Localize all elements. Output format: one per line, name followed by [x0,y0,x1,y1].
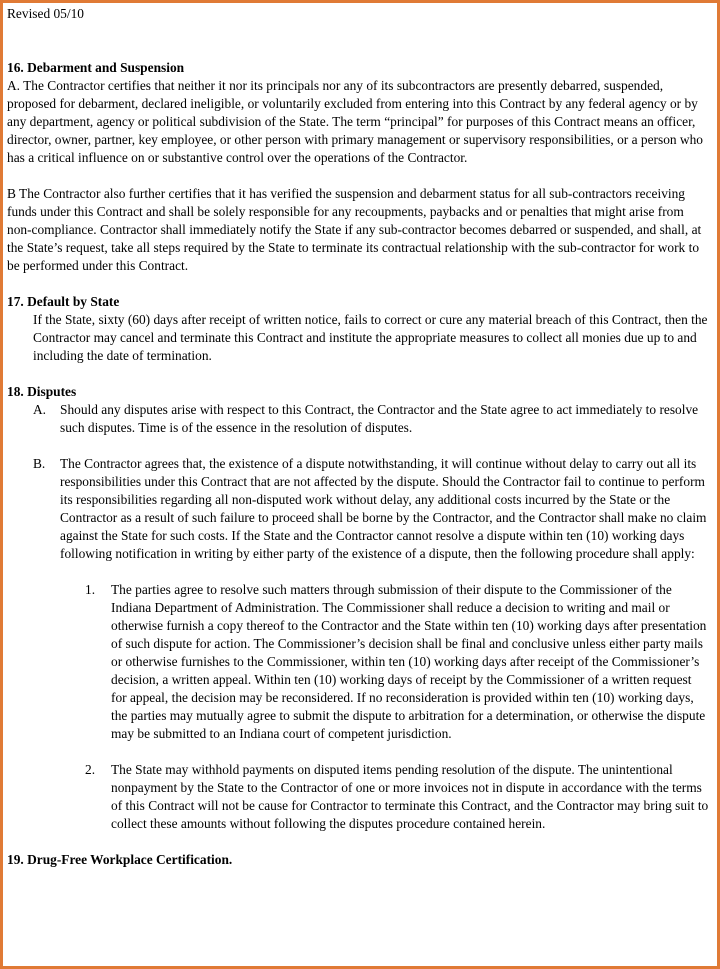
section-16-paragraph-a: A. The Contractor certifies that neither it nor its principals nor any of its subcontractors are presently debarred, suspended, proposed for debarment, declared ineligible, or voluntarily excluded from entering into this Contract by any federal agency or by any department, agency or political subdivision of the State. The term “principal” for purposes of this Contract means an officer, director, owner, partner, key employee, or other person with primary management or supervisory responsibilities, or a person who has a critical influence on or substantive control over the operations of the Contractor. [7,78,703,165]
section-17-body: If the State, sixty (60) days after receipt of written notice, fails to correct or cure any material breach of this Contract, then the Contractor may cancel and terminate this Contract and institute the appropriate measures to collect all monies due up to and including the date of termination. [33,312,708,363]
subitem-text: The State may withhold payments on disputed items pending resolution of the dispute. The unintentional nonpayment by the State to the Contractor of one or more invoices not in dispute in accordance with the terms of this Contract will not be cause for Contractor to terminate this Contract, and the Contractor may bring suit to collect these amounts without following the disputes procedure contained herein. [111,762,709,831]
subitem-label: 2. [85,762,96,777]
subitem-text: The parties agree to resolve such matters through submission of their dispute to the Commissioner of the Indiana Department of Administration. The Commissioner shall reduce a decision to writing and mail or otherwise furnish a copy thereof to the Contractor and the State within ten (10) working days after presentation of such dispute for action. The Commissioner’s decision shall be final and conclusive unless either party mails or otherwise furnishes to the Commissioner, within ten (10) working days after receipt of the Commissioner’s decision, a written appeal. Within ten (10) working days of receipt by the Commissioner of a written request for appeal, the decision may be reconsidered. If no reconsideration is provided within ten (10) working days, the parties may mutually agree to submit the dispute to arbitration for a determination, or otherwise the dispute may be submitted to an Indiana court of competent jurisdiction. [111,582,707,741]
item-label: A. [33,402,47,417]
section-17 [7,293,711,365]
section-18 [7,383,711,833]
subitem-label: 1. [85,582,96,597]
section-16-paragraph-b: B The Contractor also further certifies that it has verified the suspension and debarment status for all sub-contractors receiving funds under this Contract and shall be solely responsible for any recoupments, paybacks and or penalties that might arise from non-compliance. Contractor shall immediately notify the State if any sub-contractor becomes debarred or suspended, and shall, at the State’s request, take all steps required by the State to terminate its contractual relationship with the sub-contractor for work to be performed under this Contract. [7,186,702,273]
revision-date: Revised 05/10 [7,6,84,21]
section-18-item-a [33,401,711,437]
section-16-heading: 16. Debarment and Suspension [7,60,185,75]
item-label: B. [33,456,46,471]
item-text: Should any disputes arise with respect to this Contract, the Contractor and the State agree to act immediately to resolve such disputes. Time is of the essence in the resolution of disputes. [60,402,699,435]
section-18-item-b [33,455,711,563]
section-17-heading: 17. Default by State [7,294,120,309]
section-19 [7,851,711,869]
section-18-heading: 18. Disputes [7,384,77,399]
section-18-subitem-1 [85,581,709,743]
item-text: The Contractor agrees that, the existence of a dispute notwithstanding, it will continue without delay to carry out all its responsibilities under this Contract that are not affected by the dispute. Should the Contractor fail to continue to perform its responsibilities regarding all non-disputed work without delay, any additional costs incurred by the State or the Contractor as a result of such failure to proceed shall be borne by the Contractor, and the Contractor shall make no claim against the State for such costs. If the State and the Contractor cannot resolve a dispute within ten (10) working days following notification in writing by either party of the existence of a dispute, then the following procedure shall apply: [60,456,707,561]
section-18-subitem-2 [85,761,709,833]
section-16 [7,59,711,275]
section-19-heading: 19. Drug-Free Workplace Certification. [7,852,233,867]
